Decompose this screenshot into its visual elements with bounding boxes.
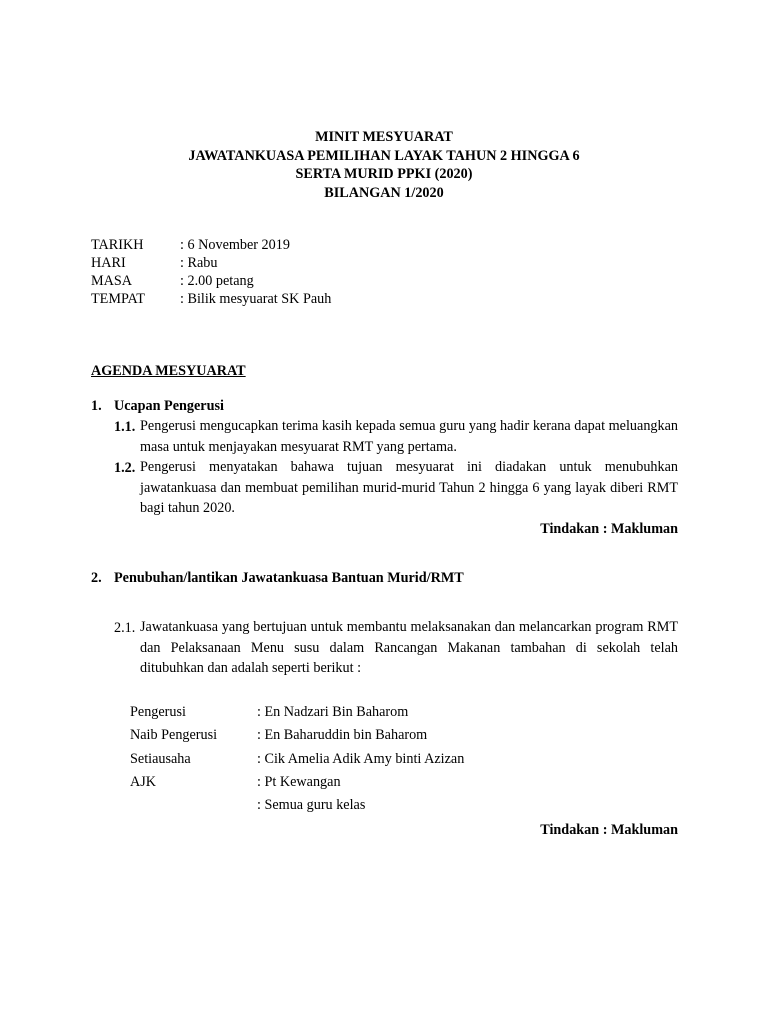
item-1-2-number: 1.2. [114,460,136,476]
section-2-number: 2. [91,570,102,586]
title-line-4: BILANGAN 1/2020 [324,184,444,201]
item-1-2-text: Pengerusi menyatakan bahawa tujuan mesyuarat ini diadakan untuk menubuhkan jawatankuasa dan membuat pemilihan murid-murid Tahun 2 hingga 6 yang layak diberi RMT bagi tahun 2020. [140,459,678,516]
agenda-heading: AGENDA MESYUARAT [91,363,246,379]
committee-role-naib-pengerusi: Naib Pengerusi [130,727,218,743]
info-label-tarikh: TARIKH [91,237,144,253]
committee-name-naib-pengerusi: : En Baharuddin bin Baharom [257,727,428,743]
section-1-action: Tindakan : Makluman [540,521,678,537]
info-value-tempat: : Bilik mesyuarat SK Pauh [180,291,332,307]
committee-role-setiausaha: Setiausaha [130,751,191,767]
title-line-3: SERTA MURID PPKI (2020) [295,166,473,182]
committee-name-ajk: : Pt Kewangan [257,774,341,790]
title-line-1: MINIT MESYUARAT [315,129,453,145]
info-value-masa: : 2.00 petang [180,273,254,289]
info-value-hari: : Rabu [180,255,218,271]
info-label-tempat: TEMPAT [91,291,145,307]
item-1-1-text: Pengerusi mengucapkan terima kasih kepada semua guru yang hadir kerana dapat meluangkan masa untuk menjayakan mesyuarat RMT yang pertama. [140,418,678,455]
item-1-1-number: 1.1. [114,419,136,435]
committee-role-ajk: AJK [130,774,157,790]
section-2-title: Penubuhan/lantikan Jawatankuasa Bantuan Murid/RMT [114,570,464,586]
committee-name-setiausaha: : Cik Amelia Adik Amy binti Azizan [257,751,465,767]
title-line-2: JAWATANKUASA PEMILIHAN LAYAK TAHUN 2 HINGGA 6 [188,147,580,164]
item-2-1-text: Jawatankuasa yang bertujuan untuk membantu melaksanakan dan melancarkan program RMT dan Pelaksanaan Menu susu dalam Rancangan Makanan tambahan di sekolah telah ditubuhkan dan adalah seperti berikut : [140,619,678,676]
committee-role-pengerusi: Pengerusi [130,704,186,720]
section-1-number: 1. [91,398,102,414]
info-label-masa: MASA [91,273,132,289]
committee-name-pengerusi: : En Nadzari Bin Baharom [257,704,409,720]
committee-name-ajk-2: : Semua guru kelas [257,797,366,813]
info-value-tarikh: : 6 November 2019 [180,237,290,253]
item-2-1-number: 2.1. [114,620,136,636]
section-1-title: Ucapan Pengerusi [114,398,224,414]
section-2-action: Tindakan : Makluman [540,822,678,838]
info-label-hari: HARI [91,255,126,271]
document-title [0,128,768,202]
